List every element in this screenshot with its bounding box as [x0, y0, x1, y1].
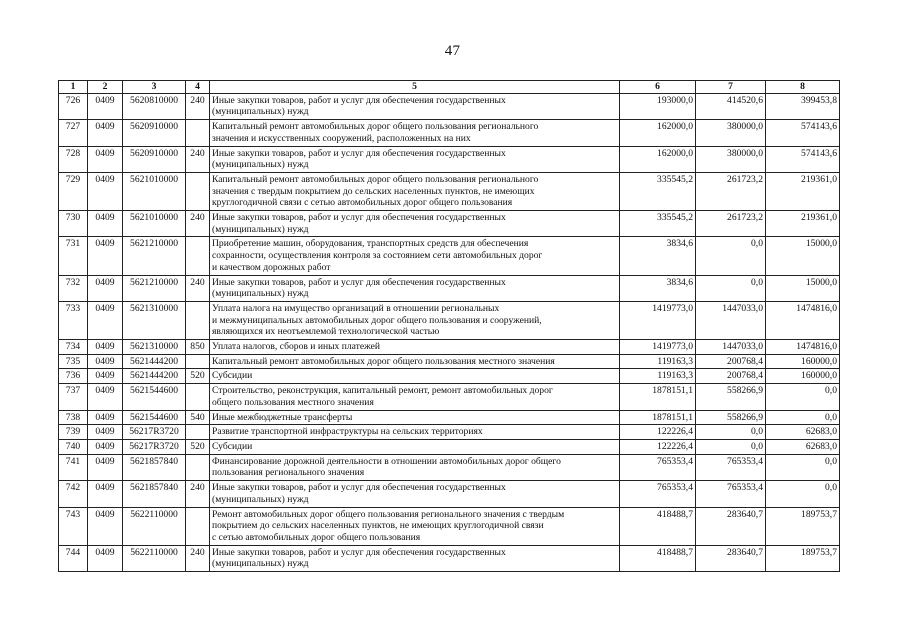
amount-col6-cell: 122226,4: [620, 425, 696, 440]
row-number-cell: 736: [59, 369, 88, 384]
section-code-cell: 0409: [88, 410, 123, 425]
target-code-cell: 56217R3720: [123, 425, 186, 440]
table-row: [59, 301, 840, 339]
target-code-cell: 5621444200: [123, 354, 186, 369]
amount-col8-cell: 62683,0: [766, 425, 840, 440]
column-header: 7: [696, 81, 766, 94]
amount-col6-cell: 765353,4: [620, 454, 696, 480]
amount-col7-cell: 0,0: [696, 237, 766, 275]
amount-col8-cell: 1474816,0: [766, 340, 840, 355]
table-body: [59, 93, 840, 571]
target-code-cell: 5621210000: [123, 237, 186, 275]
target-code-cell: 5621210000: [123, 275, 186, 301]
expense-type-cell: 540: [186, 410, 210, 425]
table-row: [59, 237, 840, 275]
row-number-cell: 729: [59, 172, 88, 210]
description-line: Финансирование дорожной деятельности в отношении автомобильных дорог общего: [212, 455, 561, 467]
expense-type-cell: 520: [186, 369, 210, 384]
amount-col7-cell: 1447033,0: [696, 340, 766, 355]
table-row: [59, 93, 840, 119]
row-number-cell: 728: [59, 146, 88, 172]
amount-col6-cell: 1419773,0: [620, 301, 696, 339]
amount-col8-cell: 189753,7: [766, 507, 840, 545]
target-code-cell: 5620910000: [123, 146, 186, 172]
amount-col7-cell: 558266,9: [696, 384, 766, 410]
section-code-cell: 0409: [88, 425, 123, 440]
expense-type-cell: 240: [186, 211, 210, 237]
amount-col8-cell: 189753,7: [766, 545, 840, 571]
description-cell: [210, 369, 620, 384]
description-cell: [210, 439, 620, 454]
amount-col7-cell: 414520,6: [696, 93, 766, 119]
amount-col7-cell: 261723,2: [696, 172, 766, 210]
table-row: [59, 507, 840, 545]
description-cell: [210, 146, 620, 172]
amount-col7-cell: 0,0: [696, 275, 766, 301]
table-row: [59, 481, 840, 507]
amount-col7-cell: 200768,4: [696, 354, 766, 369]
section-code-cell: 0409: [88, 384, 123, 410]
description-line: Иные закупки товаров, работ и услуг для обеспечения государственных: [212, 276, 506, 288]
expense-type-cell: [186, 237, 210, 275]
target-code-cell: 5621857840: [123, 481, 186, 507]
table-row: [59, 384, 840, 410]
amount-col6-cell: 119163,3: [620, 369, 696, 384]
amount-col8-cell: 0,0: [766, 481, 840, 507]
amount-col6-cell: 418488,7: [620, 545, 696, 571]
section-code-cell: 0409: [88, 301, 123, 339]
description-line: и качеством дорожных работ: [212, 261, 331, 273]
description-line: Уплата налогов, сборов и иных платежей: [212, 341, 381, 353]
description-line: Иные закупки товаров, работ и услуг для обеспечения государственных: [212, 212, 506, 224]
amount-col8-cell: 15000,0: [766, 237, 840, 275]
amount-col7-cell: 283640,7: [696, 507, 766, 545]
amount-col6-cell: 335545,2: [620, 211, 696, 237]
amount-col6-cell: 162000,0: [620, 146, 696, 172]
amount-col6-cell: 119163,3: [620, 354, 696, 369]
description-cell: [210, 545, 620, 571]
target-code-cell: 5621544600: [123, 410, 186, 425]
section-code-cell: 0409: [88, 507, 123, 545]
expense-type-cell: [186, 354, 210, 369]
expense-type-cell: [186, 454, 210, 480]
page-number: 47: [444, 43, 461, 59]
description-cell: [210, 211, 620, 237]
row-number-cell: 738: [59, 410, 88, 425]
target-code-cell: 5621857840: [123, 454, 186, 480]
description-cell: [210, 237, 620, 275]
description-line: Развитие транспортной инфраструктуры на сельских территориях: [212, 426, 483, 438]
row-number-cell: 744: [59, 545, 88, 571]
amount-col8-cell: 15000,0: [766, 275, 840, 301]
row-number-cell: 734: [59, 340, 88, 355]
amount-col6-cell: 418488,7: [620, 507, 696, 545]
amount-col7-cell: 261723,2: [696, 211, 766, 237]
amount-col8-cell: 62683,0: [766, 439, 840, 454]
amount-col6-cell: 1878151,1: [620, 384, 696, 410]
description-cell: [210, 507, 620, 545]
target-code-cell: 5622110000: [123, 507, 186, 545]
amount-col6-cell: 193000,0: [620, 93, 696, 119]
description-line: (муниципальных) нужд: [212, 558, 309, 570]
target-code-cell: 5621444200: [123, 369, 186, 384]
expense-type-cell: [186, 425, 210, 440]
amount-col6-cell: 3834,6: [620, 237, 696, 275]
description-line: покрытием до сельских населенных пунктов, не имеющих круглогодичной связи: [212, 520, 544, 532]
section-code-cell: 0409: [88, 439, 123, 454]
description-cell: [210, 454, 620, 480]
target-code-cell: 5621544600: [123, 384, 186, 410]
expense-type-cell: [186, 301, 210, 339]
section-code-cell: 0409: [88, 481, 123, 507]
target-code-cell: 56217R3720: [123, 439, 186, 454]
section-code-cell: 0409: [88, 454, 123, 480]
description-cell: [210, 340, 620, 355]
table-row: [59, 369, 840, 384]
section-code-cell: 0409: [88, 275, 123, 301]
expense-type-cell: [186, 507, 210, 545]
amount-col8-cell: 1474816,0: [766, 301, 840, 339]
expense-type-cell: 240: [186, 545, 210, 571]
amount-col7-cell: 0,0: [696, 439, 766, 454]
section-code-cell: 0409: [88, 340, 123, 355]
row-number-cell: 727: [59, 120, 88, 146]
description-cell: [210, 425, 620, 440]
amount-col7-cell: 380000,0: [696, 146, 766, 172]
description-line: Субсидии: [212, 440, 253, 452]
description-cell: [210, 172, 620, 210]
budget-table: [58, 80, 840, 572]
description-line: Приобретение машин, оборудования, транспортных средств для обеспечения: [212, 238, 529, 250]
table-row: [59, 354, 840, 369]
table-row: [59, 275, 840, 301]
amount-col8-cell: 219361,0: [766, 172, 840, 210]
expense-type-cell: 240: [186, 275, 210, 301]
amount-col7-cell: 1447033,0: [696, 301, 766, 339]
expense-type-cell: 850: [186, 340, 210, 355]
row-number-cell: 733: [59, 301, 88, 339]
row-number-cell: 742: [59, 481, 88, 507]
description-line: значения и искусственных сооружений, расположенных на них: [212, 132, 471, 144]
expense-type-cell: [186, 384, 210, 410]
row-number-cell: 732: [59, 275, 88, 301]
description-cell: [210, 275, 620, 301]
table-row: [59, 120, 840, 146]
amount-col6-cell: 1878151,1: [620, 410, 696, 425]
section-code-cell: 0409: [88, 237, 123, 275]
table-row: [59, 454, 840, 480]
description-line: (муниципальных) нужд: [212, 493, 309, 505]
column-header: 5: [210, 81, 620, 94]
description-line: и межмуниципальных автомобильных дорог общего пользования и сооружений,: [212, 314, 542, 326]
row-number-cell: 726: [59, 93, 88, 119]
amount-col8-cell: 160000,0: [766, 354, 840, 369]
amount-col6-cell: 3834,6: [620, 275, 696, 301]
table-header-row: [59, 81, 840, 94]
table-row: [59, 439, 840, 454]
description-line: Иные закупки товаров, работ и услуг для обеспечения государственных: [212, 94, 506, 106]
amount-col7-cell: 0,0: [696, 425, 766, 440]
table-row: [59, 545, 840, 571]
column-header: 1: [59, 81, 88, 94]
row-number-cell: 730: [59, 211, 88, 237]
description-line: Субсидии: [212, 370, 253, 382]
description-line: являющихся их неотъемлемой технологической частью: [212, 326, 440, 338]
target-code-cell: 5621010000: [123, 211, 186, 237]
table-row: [59, 340, 840, 355]
description-line: круглогодичной связи с сетью автомобильных дорог общего пользования: [212, 197, 513, 209]
expense-type-cell: 240: [186, 146, 210, 172]
description-line: Иные закупки товаров, работ и услуг для обеспечения государственных: [212, 482, 506, 494]
table-row: [59, 410, 840, 425]
description-line: с сетью автомобильных дорог общего пользования: [212, 531, 421, 543]
amount-col7-cell: 765353,4: [696, 454, 766, 480]
row-number-cell: 741: [59, 454, 88, 480]
row-number-cell: 737: [59, 384, 88, 410]
description-cell: [210, 410, 620, 425]
section-code-cell: 0409: [88, 354, 123, 369]
column-header: 8: [766, 81, 840, 94]
description-line: Капитальный ремонт автомобильных дорог общего пользования местного значения: [212, 355, 555, 367]
target-code-cell: 5621310000: [123, 301, 186, 339]
table-row: [59, 425, 840, 440]
column-header: 2: [88, 81, 123, 94]
target-code-cell: 5621310000: [123, 340, 186, 355]
expense-type-cell: 240: [186, 93, 210, 119]
amount-col7-cell: 558266,9: [696, 410, 766, 425]
section-code-cell: 0409: [88, 369, 123, 384]
description-line: (муниципальных) нужд: [212, 106, 309, 118]
section-code-cell: 0409: [88, 93, 123, 119]
description-line: общего пользования местного значения: [212, 396, 374, 408]
amount-col7-cell: 380000,0: [696, 120, 766, 146]
description-cell: [210, 354, 620, 369]
description-cell: [210, 301, 620, 339]
description-line: Иные межбюджетные трансферты: [212, 411, 353, 423]
amount-col6-cell: 122226,4: [620, 439, 696, 454]
target-code-cell: 5620910000: [123, 120, 186, 146]
description-line: (муниципальных) нужд: [212, 159, 309, 171]
amount-col8-cell: 399453,8: [766, 93, 840, 119]
row-number-cell: 739: [59, 425, 88, 440]
column-header: 6: [620, 81, 696, 94]
description-line: (муниципальных) нужд: [212, 288, 309, 300]
description-cell: [210, 481, 620, 507]
section-code-cell: 0409: [88, 146, 123, 172]
description-line: пользования регионального значения: [212, 467, 365, 479]
description-cell: [210, 384, 620, 410]
description-line: Ремонт автомобильных дорог общего пользования регионального значения с твердым: [212, 508, 565, 520]
amount-col7-cell: 283640,7: [696, 545, 766, 571]
amount-col6-cell: 1419773,0: [620, 340, 696, 355]
amount-col8-cell: 219361,0: [766, 211, 840, 237]
description-cell: [210, 120, 620, 146]
target-code-cell: 5621010000: [123, 172, 186, 210]
section-code-cell: 0409: [88, 211, 123, 237]
description-line: Строительство, реконструкция, капитальный ремонт, ремонт автомобильных дорог: [212, 385, 553, 397]
amount-col8-cell: 0,0: [766, 410, 840, 425]
target-code-cell: 5622110000: [123, 545, 186, 571]
section-code-cell: 0409: [88, 172, 123, 210]
amount-col8-cell: 574143,6: [766, 120, 840, 146]
row-number-cell: 743: [59, 507, 88, 545]
expense-type-cell: 520: [186, 439, 210, 454]
description-line: Иные закупки товаров, работ и услуг для обеспечения государственных: [212, 546, 506, 558]
description-line: сохранности, осуществления контроля за состоянием сети автомобильных дорог: [212, 250, 543, 262]
section-code-cell: 0409: [88, 120, 123, 146]
table-row: [59, 211, 840, 237]
amount-col7-cell: 765353,4: [696, 481, 766, 507]
amount-col6-cell: 162000,0: [620, 120, 696, 146]
expense-type-cell: [186, 120, 210, 146]
table-row: [59, 172, 840, 210]
amount-col8-cell: 0,0: [766, 384, 840, 410]
table-row: [59, 146, 840, 172]
target-code-cell: 5620810000: [123, 93, 186, 119]
amount-col6-cell: 765353,4: [620, 481, 696, 507]
amount-col6-cell: 335545,2: [620, 172, 696, 210]
amount-col8-cell: 160000,0: [766, 369, 840, 384]
description-line: Иные закупки товаров, работ и услуг для обеспечения государственных: [212, 147, 506, 159]
column-header: 4: [186, 81, 210, 94]
description-line: (муниципальных) нужд: [212, 223, 309, 235]
row-number-cell: 731: [59, 237, 88, 275]
amount-col8-cell: 574143,6: [766, 146, 840, 172]
row-number-cell: 735: [59, 354, 88, 369]
column-header: 3: [123, 81, 186, 94]
description-line: Капитальный ремонт автомобильных дорог общего пользования регионального: [212, 121, 539, 133]
description-line: Уплата налога на имущество организаций в отношении региональных: [212, 302, 500, 314]
description-line: значения с твердым покрытием до сельских населенных пунктов, не имеющих: [212, 185, 535, 197]
description-cell: [210, 93, 620, 119]
amount-col8-cell: 0,0: [766, 454, 840, 480]
expense-type-cell: [186, 172, 210, 210]
amount-col7-cell: 200768,4: [696, 369, 766, 384]
row-number-cell: 740: [59, 439, 88, 454]
expense-type-cell: 240: [186, 481, 210, 507]
section-code-cell: 0409: [88, 545, 123, 571]
description-line: Капитальный ремонт автомобильных дорог общего пользования регионального: [212, 173, 539, 185]
